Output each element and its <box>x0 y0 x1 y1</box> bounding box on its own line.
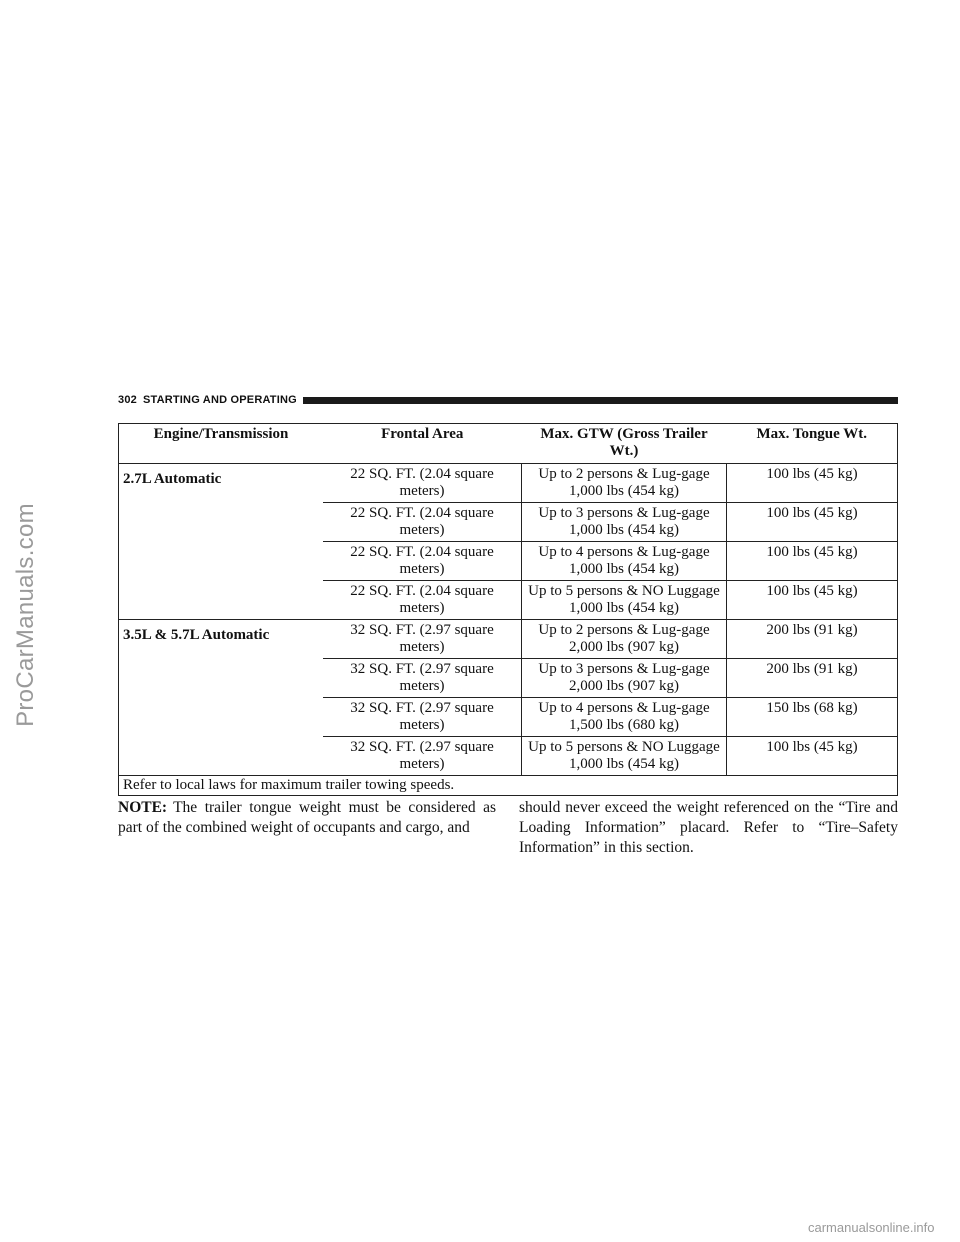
gtw-cell: Up to 2 persons & Lug-gage 1,000 lbs (454 kg) <box>522 464 727 503</box>
tongue-cell: 100 lbs (45 kg) <box>727 503 898 542</box>
table-header-row <box>119 424 898 464</box>
side-watermark-text: ProCarManuals.com <box>12 503 39 727</box>
column-header: Max. Tongue Wt. <box>727 424 898 464</box>
area-cell: 32 SQ. FT. (2.97 square meters) <box>323 620 522 659</box>
table-footnote-row <box>119 776 898 796</box>
section-title: STARTING AND OPERATING <box>142 394 297 406</box>
tongue-cell: 200 lbs (91 kg) <box>727 620 898 659</box>
area-cell: 32 SQ. FT. (2.97 square meters) <box>323 698 522 737</box>
gtw-cell: Up to 5 persons & NO Luggage 1,000 lbs (454 kg) <box>522 737 727 776</box>
area-cell: 22 SQ. FT. (2.04 square meters) <box>323 503 522 542</box>
gtw-cell: Up to 4 persons & Lug-gage 1,500 lbs (680 kg) <box>522 698 727 737</box>
tongue-cell: 150 lbs (68 kg) <box>727 698 898 737</box>
gtw-cell: Up to 3 persons & Lug-gage 2,000 lbs (907 kg) <box>522 659 727 698</box>
column-header: Frontal Area <box>323 424 522 464</box>
tongue-cell: 100 lbs (45 kg) <box>727 542 898 581</box>
gtw-cell: Up to 2 persons & Lug-gage 2,000 lbs (907 kg) <box>522 620 727 659</box>
area-cell: 32 SQ. FT. (2.97 square meters) <box>323 737 522 776</box>
column-header: Max. GTW (Gross Trailer Wt.) <box>522 424 727 464</box>
page-number: 302 <box>118 394 137 406</box>
area-cell: 22 SQ. FT. (2.04 square meters) <box>323 581 522 620</box>
engine-cell: 2.7L Automatic <box>119 464 324 620</box>
gtw-cell: Up to 3 persons & Lug-gage 1,000 lbs (454 kg) <box>522 503 727 542</box>
tongue-cell: 100 lbs (45 kg) <box>727 464 898 503</box>
gtw-cell: Up to 5 persons & NO Luggage 1,000 lbs (454 kg) <box>522 581 727 620</box>
table-row <box>119 620 898 659</box>
area-cell: 22 SQ. FT. (2.04 square meters) <box>323 464 522 503</box>
gtw-cell: Up to 4 persons & Lug-gage 1,000 lbs (454 kg) <box>522 542 727 581</box>
table-footnote: Refer to local laws for maximum trailer towing speeds. <box>119 776 898 796</box>
tongue-cell: 200 lbs (91 kg) <box>727 659 898 698</box>
towing-table <box>118 423 898 796</box>
page-header <box>118 393 898 407</box>
column-header: Engine/Transmission <box>119 424 324 464</box>
note-text-right: should never exceed the weight referenced on the “Tire and Loading Information” placard. Refer to “Tire–Safety Information” in this section. <box>519 799 898 856</box>
area-cell: 32 SQ. FT. (2.97 square meters) <box>323 659 522 698</box>
footer-watermark: carmanualsonline.info <box>808 1220 935 1235</box>
note-right-column <box>519 798 898 858</box>
tongue-cell: 100 lbs (45 kg) <box>727 737 898 776</box>
area-cell: 22 SQ. FT. (2.04 square meters) <box>323 542 522 581</box>
note-left-column <box>118 798 496 838</box>
engine-cell: 3.5L & 5.7L Automatic <box>119 620 324 776</box>
note-text-left: The trailer tongue weight must be considered as part of the combined weight of occupants and cargo, and <box>118 799 496 836</box>
table-row <box>119 464 898 503</box>
header-rule <box>303 397 898 404</box>
side-watermark <box>0 425 56 805</box>
tongue-cell: 100 lbs (45 kg) <box>727 581 898 620</box>
note-label: NOTE: <box>118 799 168 816</box>
